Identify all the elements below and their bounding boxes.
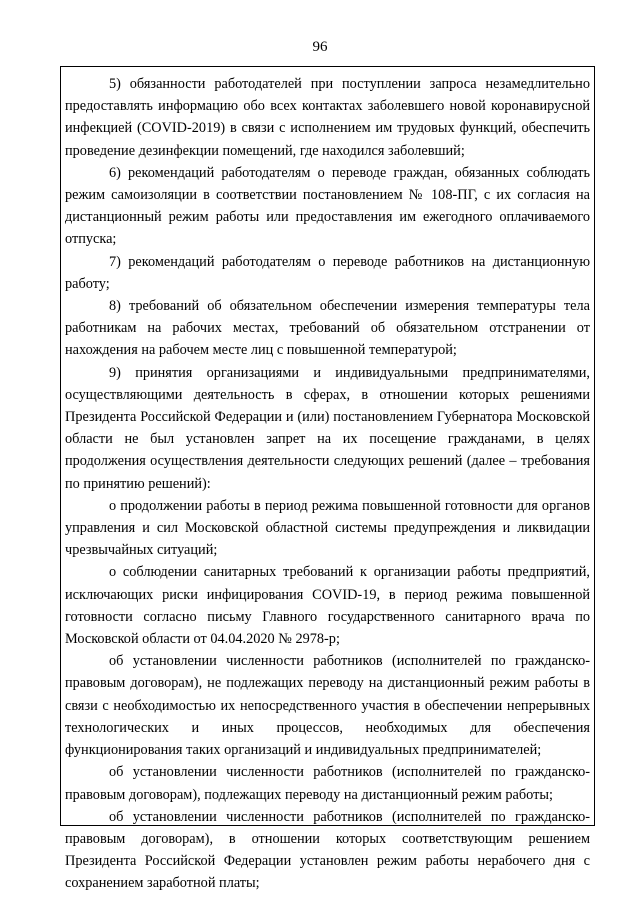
paragraph-item-7: 7) рекомендаций работодателям о переводе работников на дистанционную работу; xyxy=(65,253,590,292)
document-body-frame xyxy=(60,66,595,892)
page-number: 96 xyxy=(312,39,328,55)
paragraph-item-9: 9) принятия организациями и индивидуальными предпринимателями, осуществляющими деятельность в сферах, в отношении которых решениями Президента Российской Федерации и (или) постановлением Губернатора Московской области не был установлен запрет на их посещение гражданами, в целях продолжения осуществления деятельности следующих решений (далее – требования по принятию решений): xyxy=(65,364,590,492)
paragraph-decision-staff-not-remote: об установлении численности работников (исполнителей по гражданско-правовым договорам), не подлежащих переводу на дистанционный режим работы в связи с необходимостью их непосредственного участия в обеспечении непрерывных технологических и иных процессов, необходимых для обеспечения функционирования таких организаций и индивидуальных предпринимателей; xyxy=(65,653,590,759)
paragraph-decision-sanitary: о соблюдении санитарных требований к организации работы предприятий, исключающих риски инфицирования COVID-19, в период режима повышенной готовности согласно письму Главного государственного санитарного врача по Московской области от 04.04.2020 № 2978-р; xyxy=(65,564,590,648)
paragraph-decision-staff-nonworking: об установлении численности работников (исполнителей по гражданско-правовым договорам), в отношении которых соответствующим решением Президента Российской Федерации установлен режим работы нерабочего дня с сохранением заработной платы; xyxy=(65,808,590,892)
paragraph-item-5: 5) обязанности работодателей при поступлении запроса незамедлительно предоставлять информацию обо всех контактах заболевшего новой коронавирусной инфекцией (COVID-2019) в связи с исполнением им трудовых функций, обеспечить проведение дезинфекции помещений, где находился заболевший; xyxy=(65,76,590,159)
paragraph-decision-continue-work: о продолжении работы в период режима повышенной готовности для органов управления и сил Московской областной системы предупреждения и ликвидации чрезвычайных ситуаций; xyxy=(65,497,590,559)
paragraph-decision-staff-remote: об установлении численности работников (исполнителей по гражданско-правовым договорам), подлежащих переводу на дистанционный режим работы; xyxy=(65,764,590,803)
paragraph-item-8: 8) требований об обязательном обеспечении измерения температуры тела работникам на рабочих местах, требований об обязательном отстранении от нахождения на рабочем месте лиц с повышенной температурой; xyxy=(65,298,590,359)
paragraph-item-6: 6) рекомендаций работодателям о переводе граждан, обязанных соблюдать режим самоизоляции в соответствии постановлением № 108-ПГ, с их согласия на дистанционный режим работы или предоставления им ежегодного оплачиваемого отпуска; xyxy=(65,164,590,248)
